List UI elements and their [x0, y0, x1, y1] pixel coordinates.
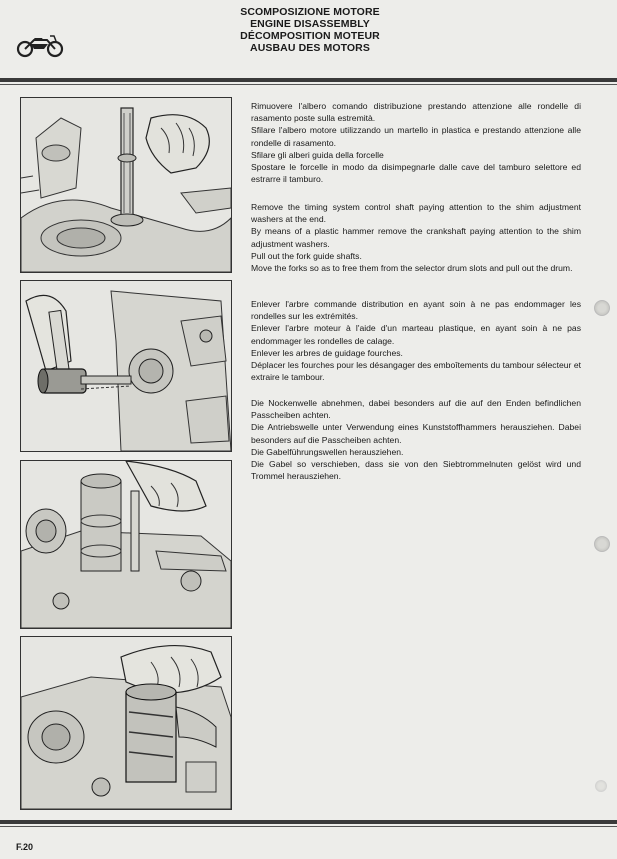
english-instructions — [251, 201, 581, 274]
header-divider — [0, 78, 617, 88]
engine-illustration — [21, 461, 231, 628]
footer-divider — [0, 820, 617, 830]
binder-hole-mark — [594, 536, 610, 552]
page-number: F.20 — [16, 842, 34, 852]
instruction-text: Enlever l'arbre moteur à l'aide d'un marteau plastique, en ayant soin à ne pas endommager les rondelles de calage. — [251, 323, 581, 346]
title-english: ENGINE DISASSEMBLY — [250, 18, 370, 30]
instruction-text: Pull out the fork guide shafts. — [251, 250, 362, 261]
instruction-text: Die Gabelführungswellen herausziehen. — [251, 446, 404, 457]
binder-hole-mark — [595, 780, 607, 792]
engine-illustration — [21, 637, 231, 809]
figure-selector-drum-removal — [20, 636, 232, 810]
instruction-text: Die Gabel so verschieben, dass sie von den Siebtrommelnuten gelöst wird und Trommel herausziehen. — [251, 459, 581, 482]
engine-illustration — [21, 281, 231, 451]
instruction-text: Enlever l'arbre commande distribution en ayant soin à ne pas endommager les rondelles sur les extrémités. — [251, 299, 581, 322]
page-header — [0, 0, 617, 70]
title-french: DÉCOMPOSITION MOTEUR — [240, 30, 380, 42]
italian-instructions — [251, 100, 581, 185]
engine-illustration — [21, 98, 231, 272]
figure-crankshaft-hammer — [20, 280, 232, 452]
page-title — [210, 6, 410, 54]
instruction-text: Die Nockenwelle abnehmen, dabei besonders auf die auf den Enden befindlichen Passcheiben achten. — [251, 398, 581, 421]
figure-fork-guide-shafts — [20, 460, 232, 629]
instruction-text: Spostare le forcelle in modo da disimpegnarle dalle cave del tamburo selettore ed estrarre il tamburo. — [251, 162, 581, 185]
title-italian: SCOMPOSIZIONE MOTORE — [240, 6, 380, 18]
instruction-text: Move the forks so as to free them from the selector drum slots and pull out the drum. — [251, 263, 573, 274]
instruction-text: Déplacer les fourches pour les désangager des emboîtements du tambour sélecteur et extraire le tambour. — [251, 360, 581, 383]
instruction-text: Sfilare l'albero motore utilizzando un martello in plastica e prestando attenzione alle rondelle di rasamento. — [251, 125, 581, 148]
instruction-text: By means of a plastic hammer remove the crankshaft paying attention to the shim adjustment washers. — [251, 226, 581, 249]
german-instructions — [251, 397, 581, 482]
instruction-text: Die Antriebswelle unter Verwendung eines Kunststoffhammers herausziehen. Dabei besonders auf die Passcheiben achten. — [251, 422, 581, 445]
binder-hole-mark — [594, 300, 610, 316]
instruction-text: Sfilare gli alberi guida della forcelle — [251, 149, 384, 160]
figure-timing-shaft-removal — [20, 97, 232, 273]
french-instructions — [251, 298, 581, 383]
title-german: AUSBAU DES MOTORS — [250, 42, 370, 54]
instruction-text: Remove the timing system control shaft paying attention to the shim adjustment washers at the end. — [251, 202, 581, 225]
instruction-text: Rimuovere l'albero comando distribuzione prestando attenzione alle rondelle di rasamento poste sulla estremità. — [251, 101, 581, 124]
motorcycle-logo-icon — [14, 32, 66, 58]
instruction-text: Enlever les arbres de guidage fourches. — [251, 347, 403, 358]
